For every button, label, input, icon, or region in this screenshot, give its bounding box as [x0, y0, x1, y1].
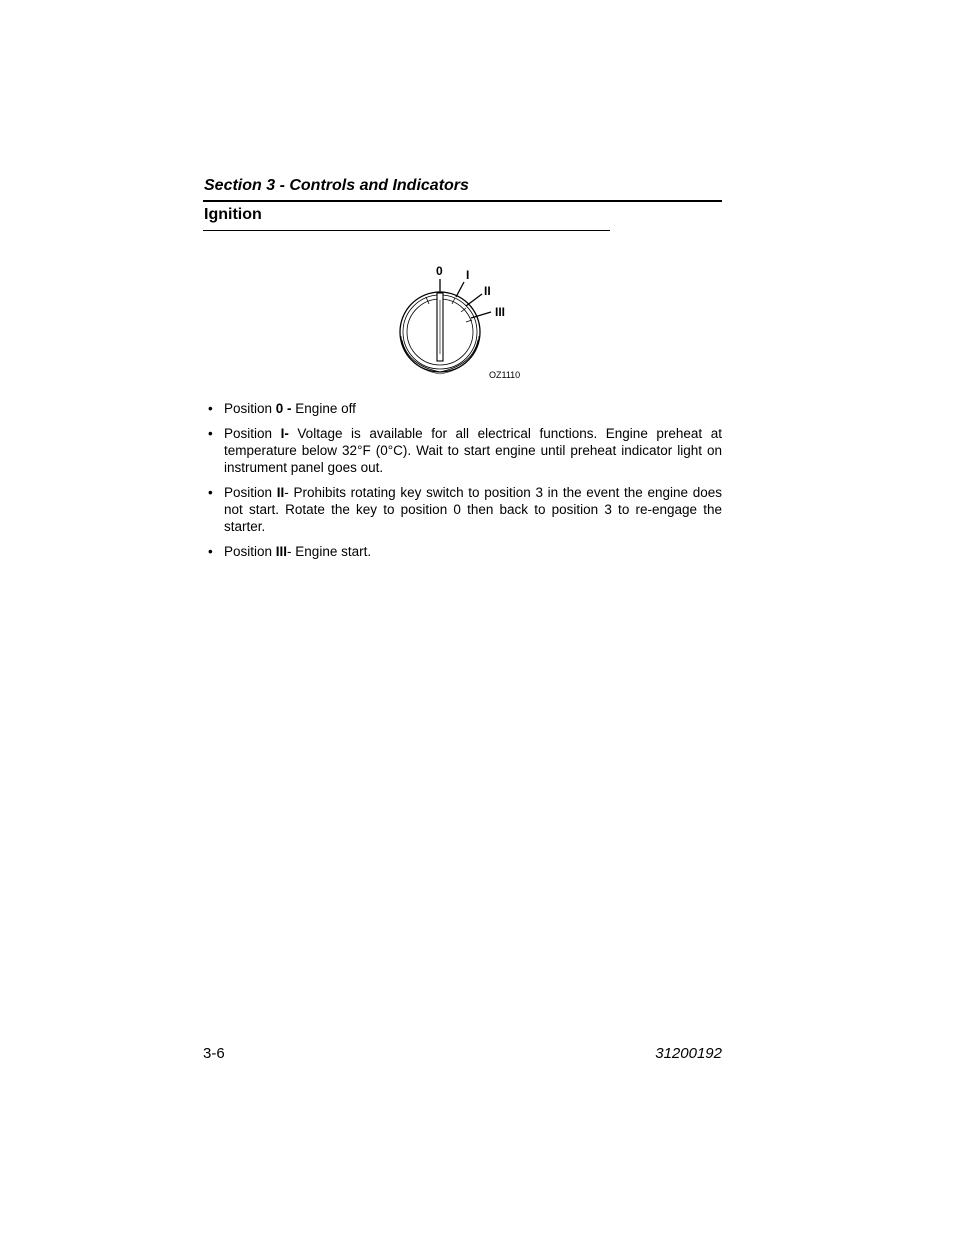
item-prefix: Position [224, 485, 277, 500]
page-number: 3-6 [203, 1045, 225, 1062]
document-number: 31200192 [655, 1045, 722, 1062]
pointer-1 [456, 282, 464, 297]
position-label-0: 0 [436, 264, 443, 278]
bullet-icon: • [208, 485, 213, 500]
item-position: III [275, 544, 288, 559]
position-label-3: III [495, 305, 506, 319]
item-prefix: Position [224, 426, 281, 441]
list-item [204, 543, 722, 560]
bullet-icon: • [208, 426, 213, 441]
pointer-2 [466, 294, 482, 306]
item-text: Engine off [291, 401, 356, 416]
bullet-icon: • [208, 544, 213, 559]
header-rule [203, 200, 722, 202]
list-item [204, 400, 722, 417]
item-position: 0 - [275, 401, 292, 416]
item-prefix: Position [224, 544, 276, 559]
item-position: II [276, 485, 285, 500]
figure-code: OZ1110 [489, 370, 521, 380]
item-text: - Engine start. [287, 544, 372, 559]
position-label-2: II [484, 284, 491, 298]
bullet-icon: • [208, 401, 213, 416]
list-item [204, 425, 722, 476]
item-text: Voltage is available for all electrical functions. Engine preheat at temperature below 32°F (0°C). Wait to start engine until preheat indicator light on instrument panel goes out. [224, 426, 723, 475]
list-item [204, 484, 722, 535]
item-prefix: Position [224, 401, 276, 416]
item-text: - Prohibits rotating key switch to position 3 in the event the engine does not start. Rotate the key to position 0 then back to position 3 to re-engage the starter. [224, 485, 722, 534]
subtitle-rule [203, 230, 610, 231]
position-list [204, 400, 722, 568]
ignition-switch-figure [395, 260, 535, 385]
section-header: Section 3 - Controls and Indicators [204, 177, 469, 194]
item-position: I- [280, 426, 289, 441]
position-label-1: I [466, 268, 470, 282]
ignition-switch-illustration [395, 260, 535, 385]
section-subtitle: Ignition [204, 206, 262, 223]
